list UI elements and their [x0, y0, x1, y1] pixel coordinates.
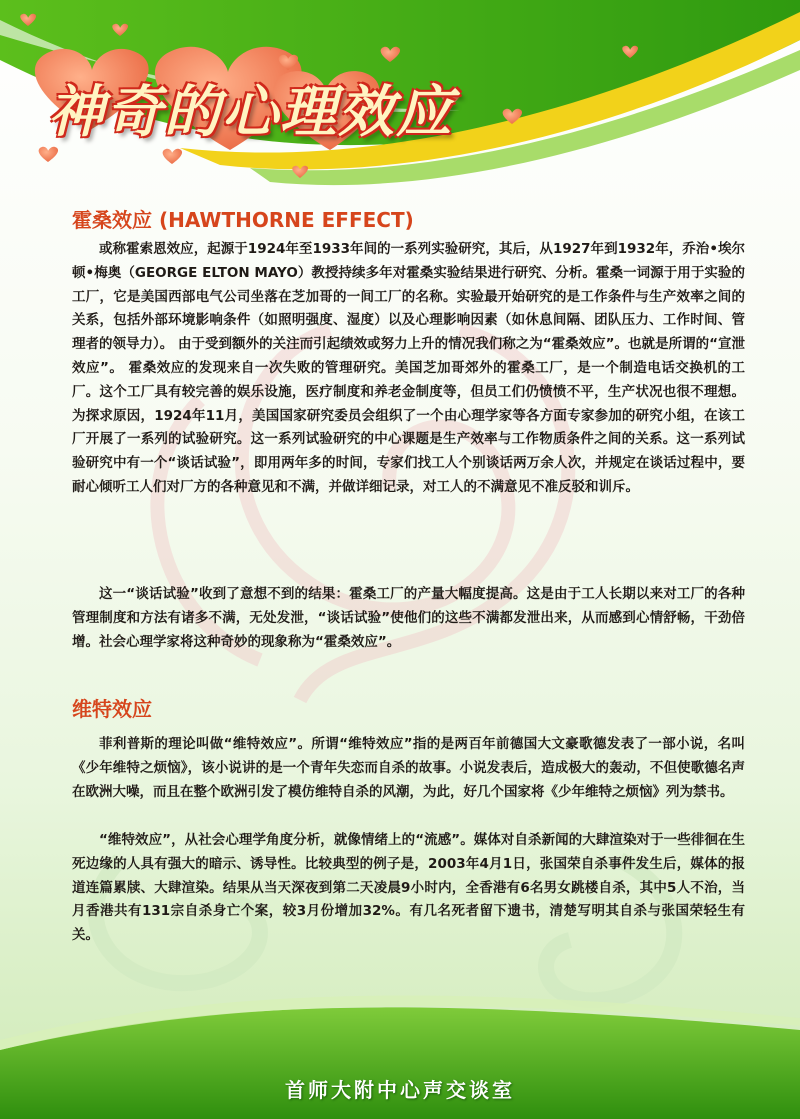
paragraph-werther-1: 菲利普斯的理论叫做“维特效应”。所谓“维特效应”指的是两百年前德国大文豪歌德发表了一部小说，名叫《少年维特之烦恼》，该小说讲的是一个青年失恋而自杀的故事。小说发表后，造成极大的轰动，不但使歌德名声在欧洲大噪，而且在整个欧洲引发了模仿维特自杀的风潮，为此，好几个国家将《少年维特之烦恼》列为禁书。: [72, 736, 745, 800]
section-heading-hawthorne: 霍桑效应 (HAWTHORNE EFFECT): [72, 208, 414, 232]
paragraph-werther-2: “维特效应”，从社会心理学角度分析，就像情绪上的“流感”。媒体对自杀新闻的大肆渲染对于一些徘徊在生死边缘的人具有强大的暗示、诱导性。比较典型的例子是，2003年4月1日，张国荣自杀事件发生后，媒体的报道连篇累牍、大肆渲染。结果从当天深夜到第二天凌晨9小时内，全香港有6名男女跳楼自杀，其中5人不治，当月香港共有131宗自杀身亡个案，较3月份增加32%。有几名死者留下遗书，清楚写明其自杀与张国荣轻生有关。: [72, 832, 745, 944]
footer-organization: 首师大附中心声交谈室: [285, 1078, 515, 1102]
paragraph-hawthorne-1: 或称霍索恩效应，起源于1924年至1933年间的一系列实验研究，其后，从1927年到1932年，乔治•埃尔顿•梅奥（GEORGE ELTON MAYO）教授持续多年对霍桑实验结果进行研究、分析。霍桑一词源于用于实验的工厂，它是美国西部电气公司坐落在芝加哥的一间工厂的名称。实验最开始研究的是工作条件与生产效率之间的关系，包括外部环境影响条件（如照明强度、湿度）以及心理影响因素（如休息间隔、团队压力、工作时间、管理者的领导力）。 由于受到额外的关注而引起绩效或努力上升的情况我们称之为“霍桑效应”。也就是所谓的“宣泄效应”。 霍桑效应的发现来自一次失败的管理研究。美国芝加哥郊外的霍桑工厂，是一个制造电话交换机的工厂。这个工厂具有较完善的娱乐设施，医疗制度和养老金制度等，但员工们仍愤愤不平，生产状况也很不理想。为探求原因，1924年11月，美国国家研究委员会组织了一个由心理学家等各方面专家参加的研究小组，在该工厂开展了一系列的试验研究。这一系列试验研究的中心课题是生产效率与工作物质条件之间的关系。这一系列试验研究中有一个“谈话试验”，即用两年多的时间，专家们找工人个别谈话两万余人次，并规定在谈话过程中，要耐心倾听工人们对厂方的各种意见和不满，并做详细记录，对工人的不满意见不准反驳和训斥。: [72, 241, 745, 495]
heart-icon: [39, 147, 58, 162]
poster-title: 神奇的心理效应: [48, 80, 454, 145]
heart-icon: [163, 149, 182, 164]
section-heading-werther: 维特效应: [72, 697, 152, 721]
paragraph-hawthorne-2: 这一“谈话试验”收到了意想不到的结果：霍桑工厂的产量大幅度提高。这是由于工人长期以来对工厂的各种管理制度和方法有诸多不满，无处发泄，“谈话试验”使他们的这些不满都发泄出来，从而感到心情舒畅，干劲倍增。社会心理学家将这种奇妙的现象称为“霍桑效应”。: [72, 586, 745, 650]
